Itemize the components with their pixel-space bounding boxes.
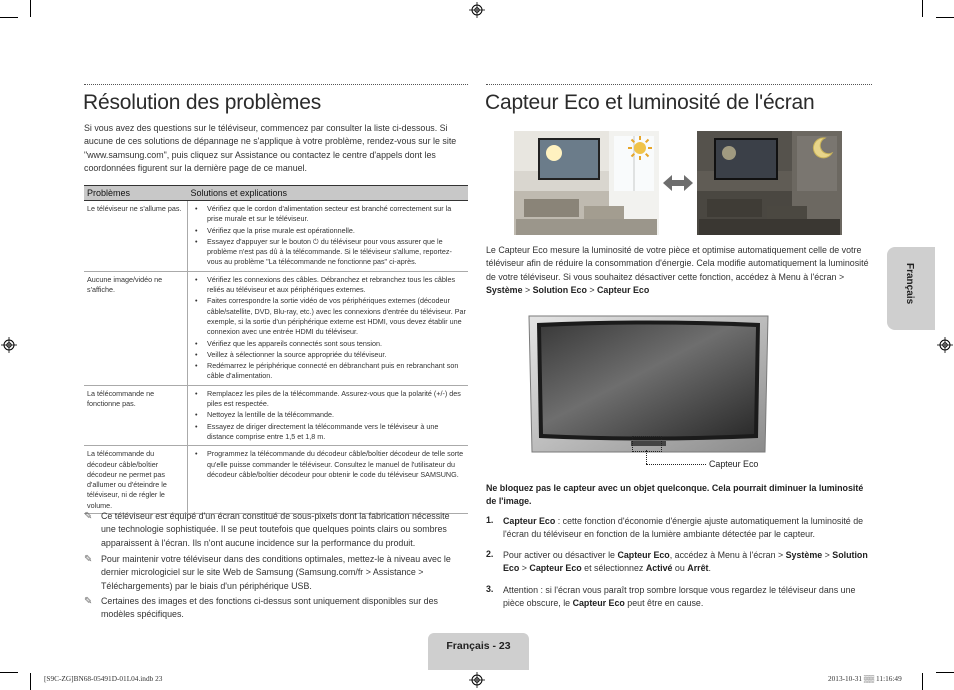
solution-item: • Essayez de diriger directement la télécommande vers le téléviseur à une distance comprise entre 1,5 et 1,8 m.: [207, 422, 466, 443]
problem-cell: La télécommande du décodeur câble/boîtier décodeur ne permet pas d'allumer ou d'éteindre le téléviseur, ni de régler le volume.: [84, 446, 188, 514]
note: [84, 595, 464, 622]
print-glyph: ▒▒: [863, 674, 875, 683]
list-text: : cette fonction d'économie d'énergie ajuste automatiquement la luminosité de l'écran du téléviseur en fonction de la lumière ambiante détectée par le capteur.: [503, 516, 864, 540]
note: [84, 553, 464, 593]
list-number: 3.: [486, 584, 494, 594]
solution-cell: [188, 385, 469, 445]
crop-mark: [30, 0, 31, 17]
term: Capteur Eco: [572, 598, 625, 609]
list-text: , accédez à Menu à l'écran >: [669, 550, 786, 560]
solution-item: • Vérifiez que le cordon d'alimentation secteur est branché correctement sur la prise murale et sur le téléviseur.: [207, 204, 466, 225]
section-title-troubleshooting: Résolution des problèmes: [83, 91, 322, 114]
eco-sensor-label: Capteur Eco: [709, 459, 759, 469]
registration-mark-icon: [469, 672, 485, 688]
print-time: 11:16:49: [874, 674, 902, 683]
eco-sensor-intro: [486, 244, 874, 298]
troubleshooting-table: [84, 185, 468, 514]
problem-cell: Aucune image/vidéo ne s'affiche.: [84, 271, 188, 385]
list-text: Pour activer ou désactiver le: [503, 550, 618, 560]
term-eco-sensor: Capteur Eco: [503, 516, 556, 526]
double-arrow-icon: [663, 173, 693, 193]
menu-path-eco-solution: Solution Eco: [532, 285, 587, 296]
section-title-eco-sensor: Capteur Eco et luminosité de l'écran: [485, 91, 815, 114]
eco-intro-text: Le Capteur Eco mesure la luminosité de votre pièce et optimise automatiquement celle de votre téléviseur afin de réduire la consommation d'énergie. Cela modifie automatiquement la luminosité de votre téléviseur. Si vous souhaitez désactiver cette fonction, accédez à Menu à l'écran >: [486, 245, 869, 282]
list-text: peut être en cause.: [624, 598, 704, 609]
pencil-note-icon: ✎: [84, 596, 93, 607]
registration-mark-icon: [1, 337, 17, 353]
solution-item: • Programmez la télécommande du décodeur câble/boîtier décodeur de telle sorte qu'elle puisse commander le téléviseur. Consultez le manuel de l'utilisateur du décodeur câble/boîtier décodeur pour obtenir le code du téléviseur SAMSUNG.: [207, 449, 466, 480]
list-number: 1.: [486, 515, 494, 525]
crop-mark: [922, 673, 923, 690]
menu-path-system: Système: [486, 285, 523, 296]
sensor-callout-box: [632, 436, 662, 452]
note-text: Pour maintenir votre téléviseur dans des conditions optimales, mettez-le à niveau avec le dernier micrologiciel sur le site Web de Samsung (Samsung.com/fr > Assistance > Téléchargements) par le biais d'un périphérique USB.: [101, 554, 451, 591]
solution-item: • Remplacez les piles de la télécommande. Assurez-vous que la polarité (+/-) des piles est respectée.: [207, 389, 466, 410]
solution-item: • Vérifiez les connexions des câbles. Débranchez et rebranchez tous les câbles reliés au téléviseur et aux périphériques externes.: [207, 275, 466, 296]
term: Arrêt: [687, 563, 709, 574]
list-item: [503, 584, 878, 611]
term: Solution Eco: [503, 550, 868, 574]
list-text: et sélectionnez: [581, 563, 646, 574]
list-item: [503, 549, 878, 576]
crop-mark: [0, 672, 18, 673]
crop-mark: [30, 673, 31, 690]
section-divider: [486, 84, 872, 85]
crop-mark: [922, 0, 923, 17]
sun-icon: [627, 135, 653, 161]
sensor-callout-line: [646, 464, 706, 465]
page-number: Français - 23: [446, 640, 511, 652]
column-header-problems: Problèmes: [84, 186, 188, 201]
list-item: [503, 515, 878, 542]
solution-cell: [188, 271, 469, 385]
note-text: Ce téléviseur est équipé d'un écran constitué de sous-pixels dont la fabrication nécessite une technologie sophistiquée. Il se peut toutefois que quelques points clairs ou sombres apparaissent à l'écran. Ils n'ont aucune incidence sur la performance du produit.: [101, 511, 450, 548]
print-timestamp: [828, 674, 902, 683]
term: Activé: [645, 563, 673, 574]
term: Capteur Eco: [529, 563, 582, 574]
list-number: 2.: [486, 549, 494, 559]
table-row: [84, 271, 468, 385]
list-text: Attention : si l'écran vous paraît trop sombre lorsque vous regardez le téléviseur dans une pièce obscure, le: [503, 585, 856, 609]
list-text: .: [708, 563, 711, 574]
solution-item: • Vérifiez que la prise murale est opérationnelle.: [207, 226, 466, 236]
table-row: [84, 446, 468, 514]
menu-path-sep: >: [522, 285, 533, 296]
solution-item: • Redémarrez le périphérique connecté en débranchant puis en rebranchant son câble d'alimentation.: [207, 361, 466, 382]
solution-item: • Essayez d'appuyer sur le bouton ⏻ du téléviseur pour vous assurer que le problème n'est pas dû à la télécommande. Si le téléviseur s'allume, reportez-vous au problème "La télécommande ne fonctionne pas" ci-après.: [207, 237, 466, 268]
table-row: [84, 385, 468, 445]
print-file-info: [S9C-ZG]BN68-05491D-01L04.indb 23: [44, 674, 163, 683]
list-text: >: [519, 563, 530, 574]
menu-path-sep: >: [586, 285, 597, 296]
solution-item: • Veillez à sélectionner la source appropriée du téléviseur.: [207, 350, 466, 360]
list-text: >: [822, 550, 833, 560]
registration-mark-icon: [469, 2, 485, 18]
crop-mark: [936, 17, 954, 18]
column-header-solutions: Solutions et explications: [188, 186, 469, 201]
crop-mark: [936, 672, 954, 673]
section-divider: [84, 84, 468, 85]
problem-cell: La télécommande ne fonctionne pas.: [84, 385, 188, 445]
moon-icon: [810, 136, 834, 160]
tv-illustration: [527, 314, 770, 454]
solution-item: • Vérifiez que les appareils connectés sont sous tension.: [207, 339, 466, 349]
problem-cell: Le téléviseur ne s'allume pas.: [84, 201, 188, 272]
list-text: ou: [672, 563, 688, 574]
term: Système: [785, 550, 823, 560]
troubleshooting-intro: Si vous avez des questions sur le téléviseur, commencez par consulter la liste ci-dessous. Si aucune de ces solutions de dépannage ne s'applique à votre problème, rendez-vous sur le site "www.samsung.com", puis cliquez sur Assistance ou contactez le centre d'appels dont les coordonnées figurent sur la dernière page de ce manuel.: [84, 123, 457, 174]
solution-cell: [188, 201, 469, 272]
language-side-tab-label: Français: [904, 263, 915, 305]
sensor-callout-line: [646, 450, 647, 464]
print-date: 2013-10-31: [828, 674, 864, 683]
solution-item: • Nettoyez la lentille de la télécommande.: [207, 410, 466, 420]
registration-mark-icon: [937, 337, 953, 353]
warning-text: Ne bloquez pas le capteur avec un objet quelconque. Cela pourrait diminuer la luminosité de l'image.: [486, 483, 864, 507]
crop-mark: [0, 17, 18, 18]
table-header-row: [84, 186, 468, 201]
menu-path-eco-sensor: Capteur Eco: [597, 285, 650, 296]
solution-item: • Faites correspondre la sortie vidéo de vos périphériques externes (décodeur câble/satellite, DVD, Blu-ray, etc.) avec les connexions d'entrée du téléviseur. Par exemple, si la sortie d'un périphérique externe est HDMI, vous devez établir une connexion avec une entrée HDMI du téléviseur.: [207, 296, 466, 337]
pencil-note-icon: ✎: [84, 554, 93, 565]
solution-cell: [188, 446, 469, 514]
note-text: Certaines des images et des fonctions ci-dessus sont uniquement disponibles sur des modèles spécifiques.: [101, 596, 438, 620]
note: [84, 510, 464, 550]
pencil-note-icon: ✎: [84, 511, 93, 522]
term: Capteur Eco: [617, 550, 670, 560]
table-row: [84, 201, 468, 272]
